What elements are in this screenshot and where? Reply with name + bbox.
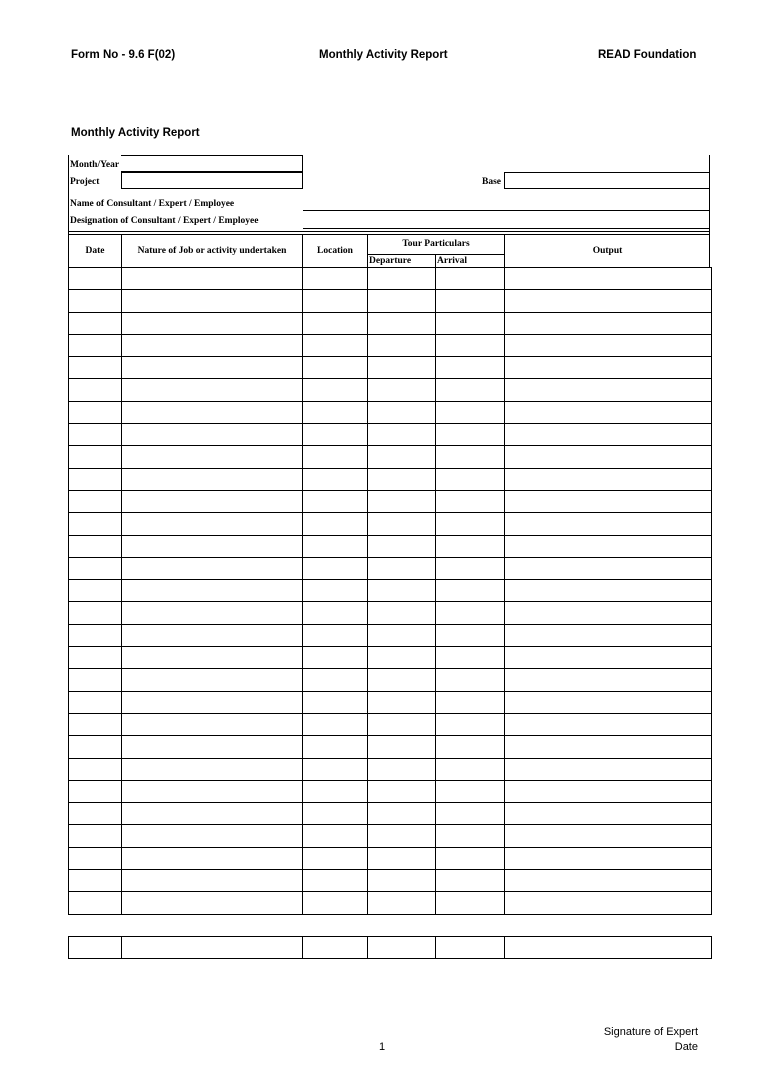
table-cell[interactable] bbox=[436, 870, 505, 892]
base-field[interactable] bbox=[504, 172, 710, 189]
table-cell[interactable] bbox=[368, 602, 436, 624]
table-cell[interactable] bbox=[436, 379, 505, 401]
table-cell[interactable] bbox=[505, 825, 712, 847]
table-cell[interactable] bbox=[436, 490, 505, 512]
table-cell[interactable] bbox=[436, 803, 505, 825]
table-row bbox=[69, 401, 712, 423]
table-cell[interactable] bbox=[368, 424, 436, 446]
table-cell[interactable] bbox=[368, 334, 436, 356]
table-cell[interactable] bbox=[368, 825, 436, 847]
table-row bbox=[69, 647, 712, 669]
table-cell[interactable] bbox=[122, 669, 303, 691]
table-row bbox=[69, 892, 712, 914]
column-header-output: Output bbox=[592, 246, 623, 256]
table-cell[interactable] bbox=[436, 758, 505, 780]
table-cell[interactable] bbox=[303, 803, 368, 825]
table-cell[interactable] bbox=[436, 892, 505, 914]
table-cell[interactable] bbox=[505, 691, 712, 713]
table-cell[interactable] bbox=[368, 401, 436, 423]
table-cell[interactable] bbox=[303, 847, 368, 869]
table-cell[interactable] bbox=[122, 290, 303, 312]
table-cell[interactable] bbox=[122, 825, 303, 847]
table-cell[interactable] bbox=[368, 937, 436, 959]
table-cell[interactable] bbox=[69, 870, 122, 892]
table-cell[interactable] bbox=[368, 647, 436, 669]
table-cell[interactable] bbox=[303, 446, 368, 468]
table-cell[interactable] bbox=[368, 870, 436, 892]
table-cell[interactable] bbox=[69, 468, 122, 490]
table-cell[interactable] bbox=[303, 602, 368, 624]
table-cell[interactable] bbox=[368, 535, 436, 557]
table-cell[interactable] bbox=[303, 401, 368, 423]
table-cell[interactable] bbox=[122, 847, 303, 869]
table-row bbox=[69, 357, 712, 379]
table-cell[interactable] bbox=[303, 379, 368, 401]
table-cell[interactable] bbox=[368, 513, 436, 535]
project-field[interactable] bbox=[121, 172, 303, 189]
table-cell[interactable] bbox=[303, 870, 368, 892]
table-row bbox=[69, 624, 712, 646]
table-row bbox=[69, 870, 712, 892]
table-cell[interactable] bbox=[368, 713, 436, 735]
table-header-topline bbox=[68, 231, 710, 232]
column-header-date: Date bbox=[85, 246, 105, 256]
table-cell[interactable] bbox=[436, 357, 505, 379]
page-title: Monthly Activity Report bbox=[71, 127, 200, 139]
table-row bbox=[69, 334, 712, 356]
table-cell[interactable] bbox=[368, 357, 436, 379]
table-cell[interactable] bbox=[69, 535, 122, 557]
table-cell[interactable] bbox=[505, 580, 712, 602]
form-number: Form No - 9.6 F(02) bbox=[71, 49, 176, 61]
table-cell[interactable] bbox=[368, 803, 436, 825]
table-cell[interactable] bbox=[303, 647, 368, 669]
header-divider bbox=[435, 254, 436, 268]
table-cell[interactable] bbox=[368, 557, 436, 579]
table-row bbox=[69, 379, 712, 401]
table-cell[interactable] bbox=[303, 691, 368, 713]
table-cell[interactable] bbox=[303, 780, 368, 802]
table-cell[interactable] bbox=[368, 847, 436, 869]
table-cell[interactable] bbox=[303, 669, 368, 691]
table-cell[interactable] bbox=[505, 758, 712, 780]
table-cell[interactable] bbox=[303, 758, 368, 780]
table-cell[interactable] bbox=[368, 290, 436, 312]
table-cell[interactable] bbox=[122, 736, 303, 758]
table-cell[interactable] bbox=[69, 602, 122, 624]
table-cell[interactable] bbox=[69, 401, 122, 423]
table-cell[interactable] bbox=[436, 736, 505, 758]
table-cell[interactable] bbox=[505, 334, 712, 356]
month-year-label: Month/Year bbox=[70, 160, 120, 170]
date-label: Date bbox=[674, 1041, 698, 1053]
table-cell[interactable] bbox=[505, 736, 712, 758]
table-cell[interactable] bbox=[436, 825, 505, 847]
table-cell[interactable] bbox=[436, 647, 505, 669]
field-area-left-border bbox=[68, 155, 69, 235]
table-row bbox=[69, 490, 712, 512]
page-number: 1 bbox=[379, 1041, 386, 1053]
table-cell[interactable] bbox=[122, 937, 303, 959]
table-cell[interactable] bbox=[69, 424, 122, 446]
table-cell[interactable] bbox=[69, 513, 122, 535]
column-header-arrival: Arrival bbox=[437, 256, 468, 266]
table-cell[interactable] bbox=[303, 892, 368, 914]
table-row bbox=[69, 290, 712, 312]
table-cell[interactable] bbox=[122, 513, 303, 535]
table-row bbox=[69, 847, 712, 869]
table-cell[interactable] bbox=[368, 691, 436, 713]
table-cell[interactable] bbox=[368, 624, 436, 646]
table-cell[interactable] bbox=[303, 290, 368, 312]
table-cell[interactable] bbox=[303, 424, 368, 446]
table-cell[interactable] bbox=[303, 580, 368, 602]
table-cell[interactable] bbox=[69, 312, 122, 334]
table-cell[interactable] bbox=[436, 535, 505, 557]
table-cell[interactable] bbox=[505, 290, 712, 312]
table-cell[interactable] bbox=[122, 557, 303, 579]
table-cell[interactable] bbox=[122, 647, 303, 669]
table-cell[interactable] bbox=[436, 290, 505, 312]
table-cell[interactable] bbox=[122, 602, 303, 624]
table-cell[interactable] bbox=[69, 691, 122, 713]
table-cell[interactable] bbox=[69, 736, 122, 758]
table-cell[interactable] bbox=[368, 268, 436, 290]
table-cell[interactable] bbox=[122, 870, 303, 892]
table-cell[interactable] bbox=[303, 468, 368, 490]
table-row bbox=[69, 268, 712, 290]
project-label: Project bbox=[70, 177, 100, 187]
table-row bbox=[69, 691, 712, 713]
table-cell[interactable] bbox=[122, 624, 303, 646]
totals-row bbox=[68, 936, 712, 959]
table-cell[interactable] bbox=[69, 647, 122, 669]
table-cell[interactable] bbox=[368, 758, 436, 780]
table-cell[interactable] bbox=[505, 379, 712, 401]
table-cell[interactable] bbox=[303, 937, 368, 959]
table-cell[interactable] bbox=[122, 424, 303, 446]
table-cell[interactable] bbox=[303, 268, 368, 290]
table-cell[interactable] bbox=[505, 401, 712, 423]
table-cell[interactable] bbox=[122, 780, 303, 802]
table-cell[interactable] bbox=[69, 268, 122, 290]
table-cell[interactable] bbox=[122, 713, 303, 735]
table-cell[interactable] bbox=[303, 535, 368, 557]
table-cell[interactable] bbox=[436, 468, 505, 490]
table-cell[interactable] bbox=[505, 424, 712, 446]
table-cell[interactable] bbox=[505, 268, 712, 290]
table-cell[interactable] bbox=[505, 669, 712, 691]
column-header-location: Location bbox=[317, 246, 353, 256]
table-cell[interactable] bbox=[69, 825, 122, 847]
table-cell[interactable] bbox=[436, 847, 505, 869]
table-cell[interactable] bbox=[69, 290, 122, 312]
table-cell[interactable] bbox=[69, 357, 122, 379]
table-cell[interactable] bbox=[368, 490, 436, 512]
table-cell[interactable] bbox=[303, 713, 368, 735]
table-cell[interactable] bbox=[69, 669, 122, 691]
table-cell[interactable] bbox=[303, 513, 368, 535]
table-row bbox=[69, 580, 712, 602]
table-cell[interactable] bbox=[122, 892, 303, 914]
table-cell[interactable] bbox=[505, 803, 712, 825]
table-cell[interactable] bbox=[505, 357, 712, 379]
table-cell[interactable] bbox=[69, 713, 122, 735]
table-cell[interactable] bbox=[122, 758, 303, 780]
signature-label: Signature of Expert bbox=[603, 1026, 698, 1038]
designation-label: Designation of Consultant / Expert / Employee bbox=[70, 216, 259, 226]
table-cell[interactable] bbox=[436, 780, 505, 802]
table-cell[interactable] bbox=[436, 624, 505, 646]
table-cell[interactable] bbox=[69, 758, 122, 780]
table-cell[interactable] bbox=[505, 312, 712, 334]
table-cell[interactable] bbox=[368, 669, 436, 691]
table-cell[interactable] bbox=[69, 446, 122, 468]
table-row bbox=[69, 758, 712, 780]
table-cell[interactable] bbox=[436, 268, 505, 290]
table-cell[interactable] bbox=[436, 713, 505, 735]
table-cell[interactable] bbox=[505, 870, 712, 892]
table-cell[interactable] bbox=[69, 780, 122, 802]
table-cell[interactable] bbox=[368, 580, 436, 602]
table-cell[interactable] bbox=[368, 379, 436, 401]
table-cell[interactable] bbox=[122, 312, 303, 334]
table-cell[interactable] bbox=[505, 535, 712, 557]
table-cell[interactable] bbox=[505, 446, 712, 468]
table-cell[interactable] bbox=[436, 580, 505, 602]
table-row bbox=[69, 780, 712, 802]
table-cell[interactable] bbox=[505, 490, 712, 512]
table-cell[interactable] bbox=[505, 468, 712, 490]
table-cell[interactable] bbox=[303, 825, 368, 847]
table-row bbox=[69, 513, 712, 535]
table-cell[interactable] bbox=[368, 736, 436, 758]
table-cell[interactable] bbox=[122, 490, 303, 512]
name-field[interactable] bbox=[303, 210, 710, 211]
table-cell[interactable] bbox=[122, 446, 303, 468]
table-row bbox=[69, 424, 712, 446]
table-cell[interactable] bbox=[505, 780, 712, 802]
table-cell[interactable] bbox=[303, 490, 368, 512]
table-row bbox=[69, 535, 712, 557]
table-row bbox=[69, 713, 712, 735]
name-label: Name of Consultant / Expert / Employee bbox=[70, 199, 235, 209]
table-cell[interactable] bbox=[303, 334, 368, 356]
table-cell[interactable] bbox=[436, 691, 505, 713]
table-cell[interactable] bbox=[69, 580, 122, 602]
table-row bbox=[69, 312, 712, 334]
table-cell[interactable] bbox=[436, 424, 505, 446]
table-cell[interactable] bbox=[436, 669, 505, 691]
table-cell[interactable] bbox=[122, 803, 303, 825]
table-cell[interactable] bbox=[122, 468, 303, 490]
table-row bbox=[69, 602, 712, 624]
header-divider bbox=[367, 254, 505, 255]
column-header-nature: Nature of Job or activity undertaken bbox=[137, 246, 287, 256]
table-cell[interactable] bbox=[368, 312, 436, 334]
activity-table bbox=[68, 267, 712, 915]
table-cell[interactable] bbox=[436, 334, 505, 356]
base-label: Base bbox=[482, 177, 501, 187]
table-row bbox=[69, 557, 712, 579]
table-cell[interactable] bbox=[436, 937, 505, 959]
table-cell[interactable] bbox=[436, 602, 505, 624]
table-cell[interactable] bbox=[69, 892, 122, 914]
table-cell[interactable] bbox=[303, 557, 368, 579]
field-area-right-border bbox=[709, 155, 710, 235]
table-row bbox=[69, 736, 712, 758]
table-cell[interactable] bbox=[368, 468, 436, 490]
table-cell[interactable] bbox=[436, 446, 505, 468]
table-cell[interactable] bbox=[69, 379, 122, 401]
table-cell[interactable] bbox=[303, 357, 368, 379]
table-cell[interactable] bbox=[436, 557, 505, 579]
table-row bbox=[69, 446, 712, 468]
table-cell[interactable] bbox=[505, 624, 712, 646]
table-cell[interactable] bbox=[505, 713, 712, 735]
table-cell[interactable] bbox=[122, 535, 303, 557]
organization-name: READ Foundation bbox=[598, 49, 697, 61]
table-cell[interactable] bbox=[436, 312, 505, 334]
table-cell[interactable] bbox=[303, 624, 368, 646]
table-row bbox=[69, 803, 712, 825]
table-cell[interactable] bbox=[69, 624, 122, 646]
table-row bbox=[69, 825, 712, 847]
table-cell[interactable] bbox=[122, 580, 303, 602]
table-cell[interactable] bbox=[505, 892, 712, 914]
table-cell[interactable] bbox=[69, 803, 122, 825]
table-row bbox=[69, 669, 712, 691]
table-cell[interactable] bbox=[505, 513, 712, 535]
table-cell[interactable] bbox=[122, 334, 303, 356]
table-cell[interactable] bbox=[303, 736, 368, 758]
header-title: Monthly Activity Report bbox=[319, 49, 448, 61]
table-cell[interactable] bbox=[69, 490, 122, 512]
designation-field[interactable] bbox=[303, 228, 710, 229]
table-cell[interactable] bbox=[69, 334, 122, 356]
table-cell[interactable] bbox=[505, 647, 712, 669]
table-cell[interactable] bbox=[122, 268, 303, 290]
table-cell[interactable] bbox=[505, 557, 712, 579]
column-header-tour: Tour Particulars bbox=[402, 239, 470, 249]
table-cell[interactable] bbox=[69, 557, 122, 579]
table-cell[interactable] bbox=[122, 357, 303, 379]
table-cell[interactable] bbox=[69, 937, 122, 959]
month-year-field[interactable] bbox=[121, 155, 303, 172]
table-cell[interactable] bbox=[303, 312, 368, 334]
table-row bbox=[69, 468, 712, 490]
table-cell[interactable] bbox=[505, 602, 712, 624]
table-cell[interactable] bbox=[436, 513, 505, 535]
table-cell[interactable] bbox=[368, 780, 436, 802]
table-cell[interactable] bbox=[368, 892, 436, 914]
table-cell[interactable] bbox=[505, 847, 712, 869]
table-cell[interactable] bbox=[122, 401, 303, 423]
table-cell[interactable] bbox=[69, 847, 122, 869]
table-cell[interactable] bbox=[505, 937, 712, 959]
table-cell[interactable] bbox=[122, 691, 303, 713]
table-cell[interactable] bbox=[122, 379, 303, 401]
table-cell[interactable] bbox=[436, 401, 505, 423]
table-row bbox=[69, 937, 712, 959]
table-cell[interactable] bbox=[368, 446, 436, 468]
column-header-departure: Departure bbox=[369, 256, 412, 266]
